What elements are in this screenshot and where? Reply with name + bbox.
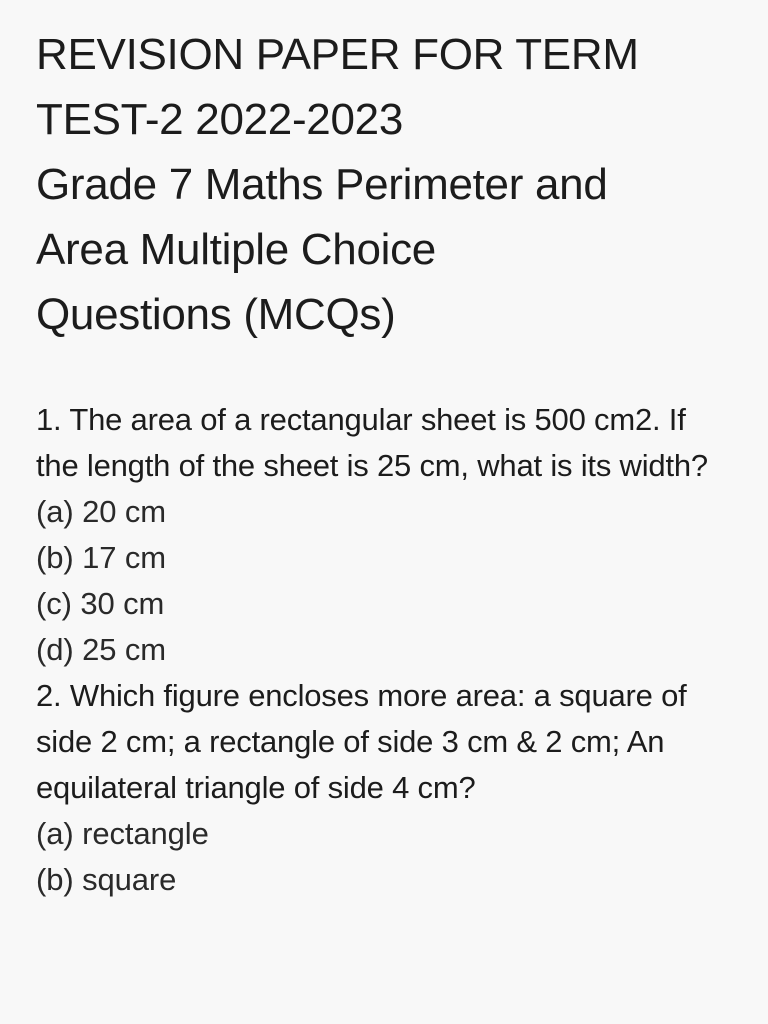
question-1-option-a: (a) 20 cm: [36, 494, 167, 529]
question-1-option-c: (c) 30 cm: [36, 586, 165, 621]
title-line-5: Questions (MCQs): [36, 290, 396, 339]
question-1-text: [36, 397, 728, 489]
question-1-body: The area of a rectangular sheet is 500 cm2. If the length of the sheet is 25 cm, what is its width?: [36, 402, 708, 483]
title-line-1: REVISION PAPER FOR TERM: [36, 30, 639, 79]
title-line-3: Grade 7 Maths Perimeter and: [36, 160, 608, 209]
question-2-number: 2.: [36, 678, 62, 713]
question-2-text: [36, 673, 728, 811]
question-1-option-b: (b) 17 cm: [36, 540, 167, 575]
question-1-number: 1.: [36, 402, 62, 437]
question-1: [36, 397, 728, 673]
question-2-option-b: (b) square: [36, 862, 177, 897]
question-2-body: Which figure encloses more area: a square of side 2 cm; a rectangle of side 3 cm & 2 cm; An equilateral triangle of side 4 cm?: [36, 678, 687, 805]
question-2: [36, 673, 728, 903]
question-2-option-a: (a) rectangle: [36, 816, 209, 851]
page-title: [36, 22, 728, 347]
title-line-2: TEST-2 2022-2023: [36, 95, 403, 144]
title-line-4: Area Multiple Choice: [36, 225, 436, 274]
question-1-option-d: (d) 25 cm: [36, 632, 167, 667]
